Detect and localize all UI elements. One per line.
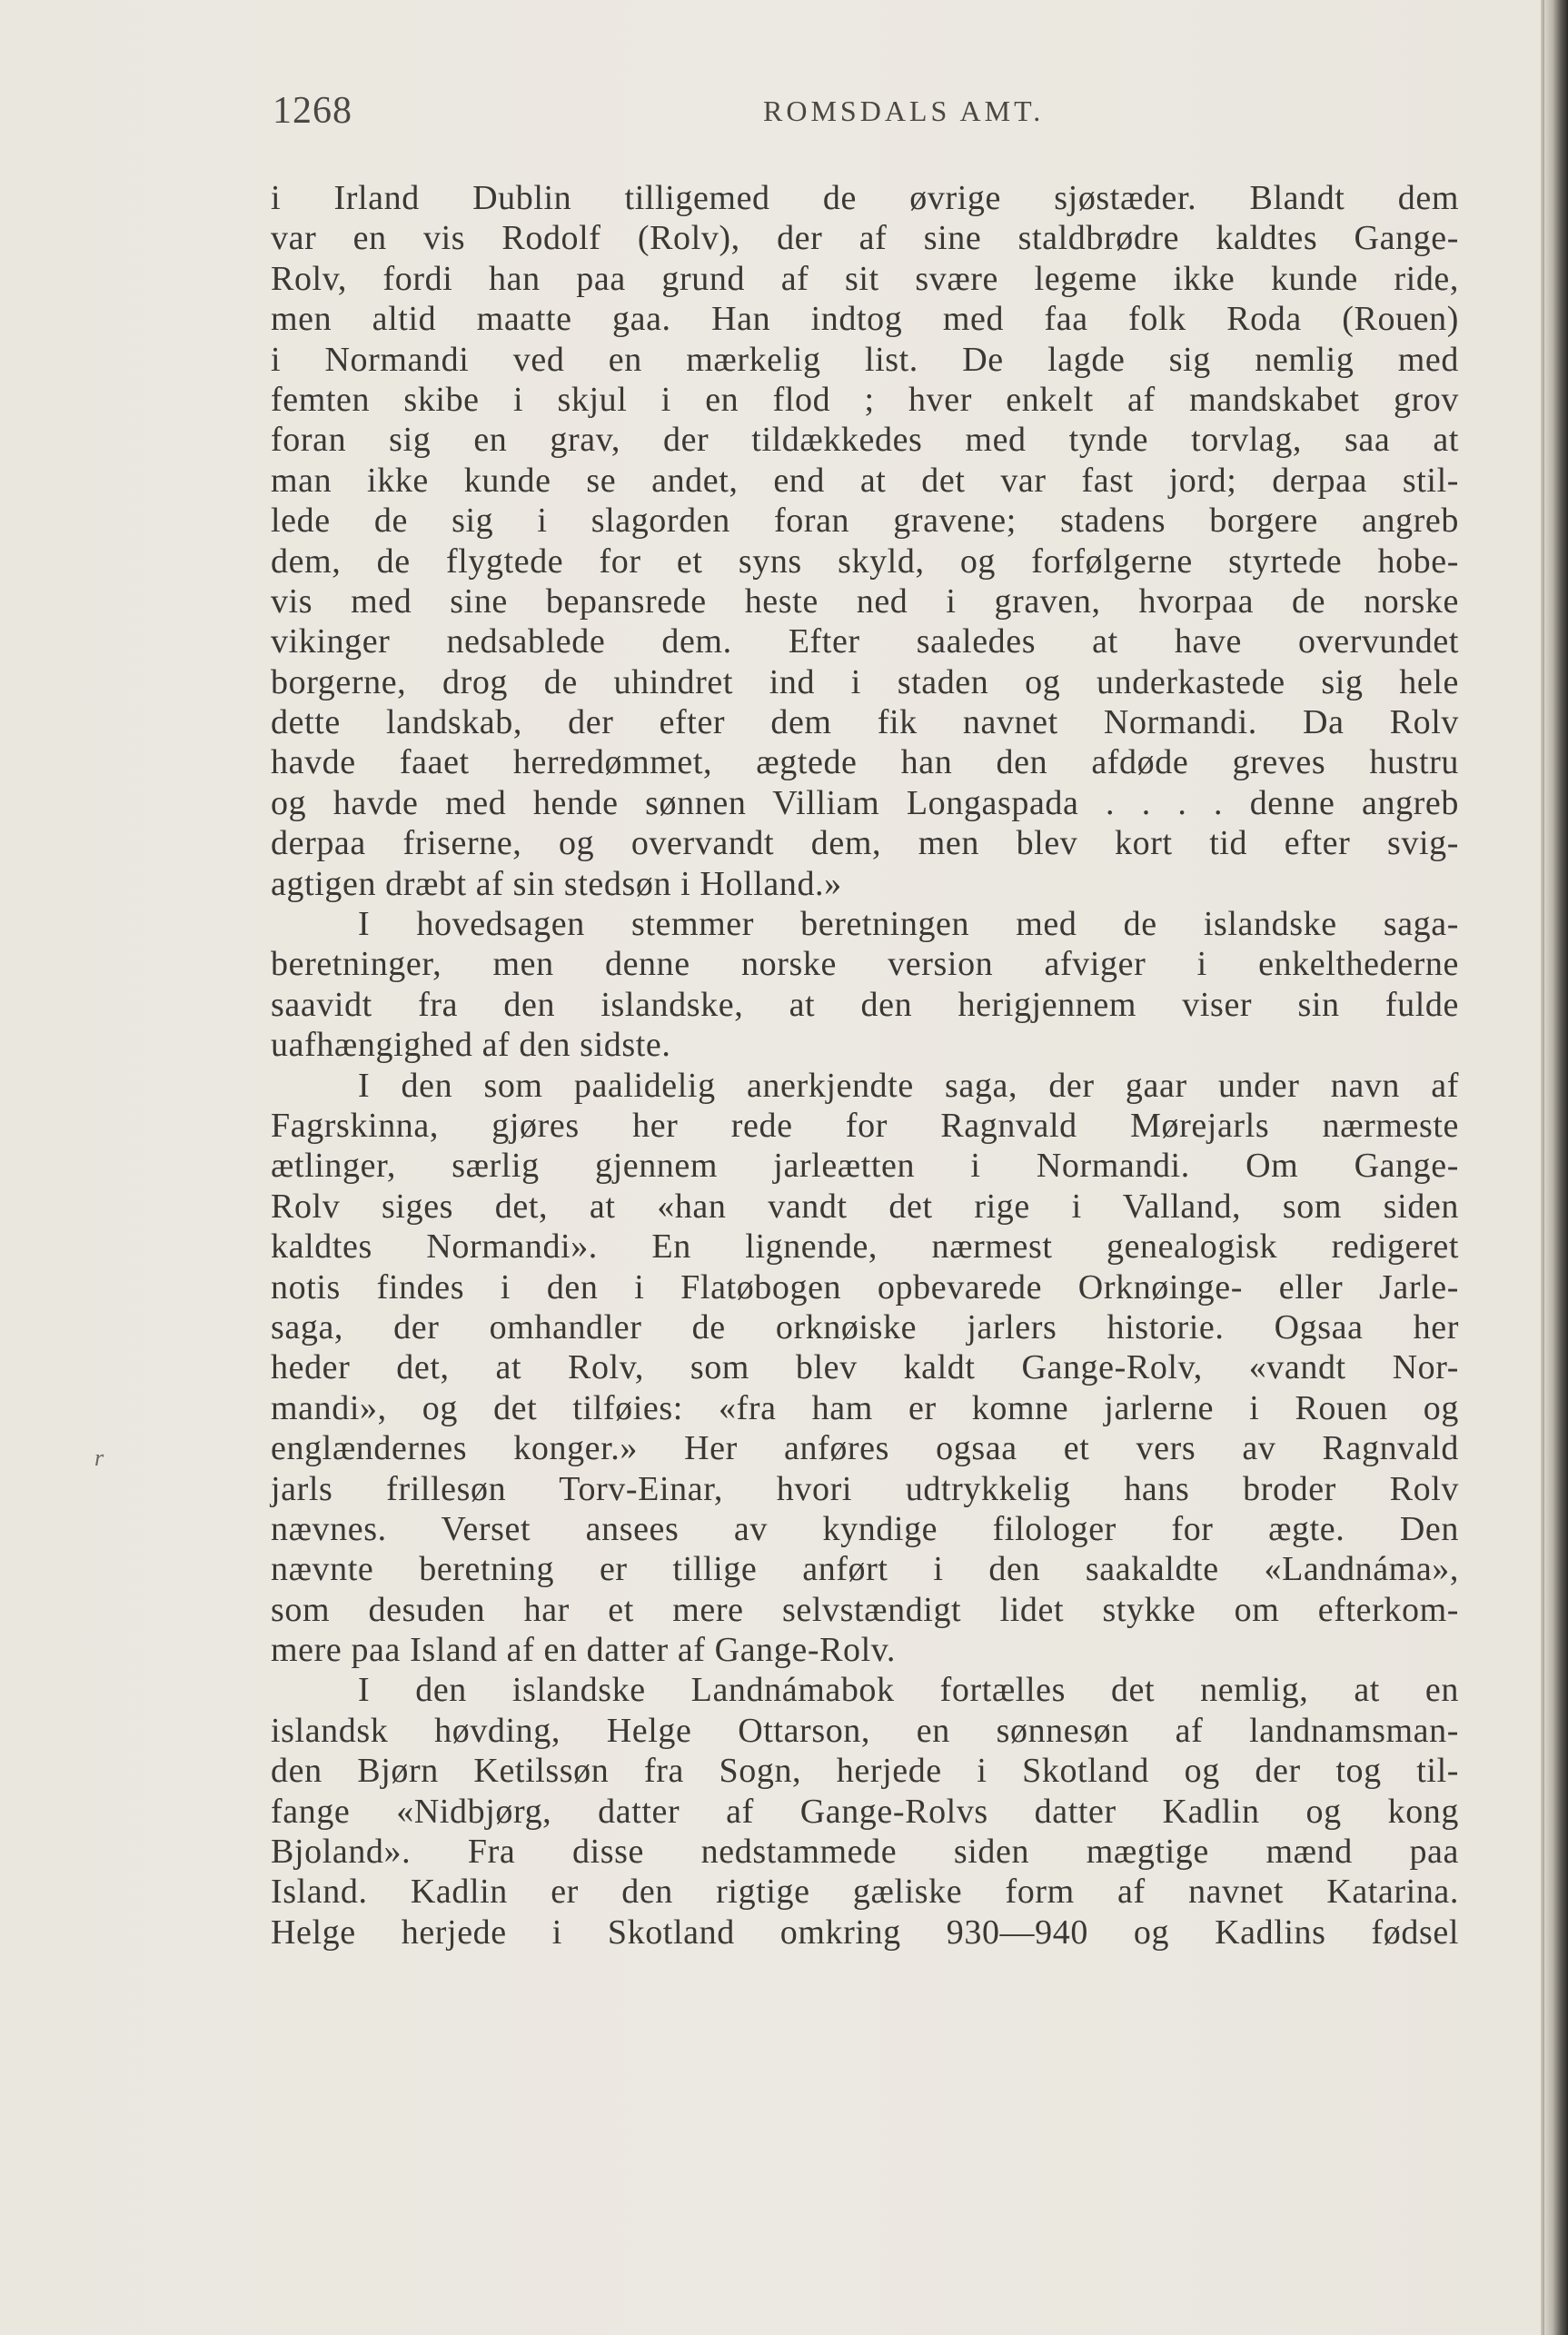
text-line: lede de sig i slagorden foran gravene; stadens borgere angreb — [271, 502, 1459, 541]
text-line: saavidt fra den islandske, at den herigjennem viser sin fulde — [271, 985, 1459, 1024]
text-line: Helge herjede i Skotland omkring 930—940 og Kadlins fødsel — [271, 1913, 1459, 1952]
text-line: Fagrskinna, gjøres her rede for Ragnvald Mørejarls nærmeste — [271, 1106, 1459, 1145]
text-line: femten skibe i skjul i en flod ; hver enkelt af mandskabet grov — [271, 380, 1459, 419]
text-line: ætlinger, særlig gjennem jarleætten i Normandi. Om Gange- — [271, 1147, 1459, 1186]
text-line: som desuden har et mere selvstændigt lidet stykke om efterkom- — [271, 1590, 1459, 1629]
text-line: heder det, at Rolv, som blev kaldt Gange-Rolv, «vandt Nor- — [271, 1348, 1459, 1387]
text-line: englændernes konger.» Her anføres ogsaa et vers av Ragnvald — [271, 1429, 1459, 1468]
text-line: foran sig en grav, der tildækkedes med tynde torvlag, saa at — [271, 421, 1459, 460]
text-line: Bjoland». Fra disse nedstammede siden mægtige mænd paa — [271, 1833, 1459, 1872]
text-line: derpaa friserne, og overvandt dem, men blev kort tid efter svig- — [271, 824, 1459, 863]
text-line: beretninger, men denne norske version afviger i enkelthederne — [271, 945, 1459, 984]
text-line: i Irland Dublin tilligemed de øvrige sjøstæder. Blandt dem — [271, 179, 1459, 217]
page-number: 1268 — [273, 90, 352, 132]
text-line: I den som paalidelig anerkjendte saga, der gaar under navn af — [358, 1066, 1459, 1105]
text-line: Rolv siges det, at «han vandt det rige i Valland, som siden — [271, 1187, 1459, 1226]
text-line: fange «Nidbjørg, datter af Gange-Rolvs datter Kadlin og kong — [271, 1792, 1459, 1831]
text-line: man ikke kunde se andet, end at det var fast jord; derpaa stil- — [271, 461, 1459, 500]
body-text — [271, 178, 1459, 1952]
text-line: I hovedsagen stemmer beretningen med de islandske saga- — [358, 905, 1459, 944]
text-line: havde faaet herredømmet, ægtede han den afdøde greves hustru — [271, 743, 1459, 782]
text-line: dette landskab, der efter dem fik navnet Normandi. Da Rolv — [271, 703, 1459, 742]
text-line: den Bjørn Ketilssøn fra Sogn, herjede i Skotland og der tog til- — [271, 1752, 1459, 1791]
text-line: notis findes i den i Flatøbogen opbevarede Orknøinge- eller Jarle- — [271, 1267, 1459, 1307]
text-line: vikinger nedsablede dem. Efter saaledes at have overvundet — [271, 622, 1459, 661]
text-line: borgerne, drog de uhindret ind i staden og underkastede sig hele — [271, 662, 1459, 701]
page-header — [273, 89, 1454, 134]
margin-mark: r — [94, 1445, 104, 1471]
text-line: I den islandske Landnámabok fortælles det nemlig, at en — [358, 1671, 1459, 1710]
text-line: uafhængighed af den sidste. — [271, 1026, 671, 1065]
text-line: nævnes. Verset ansees av kyndige filologer for ægte. Den — [271, 1509, 1459, 1548]
text-line: Island. Kadlin er den rigtige gæliske form af navnet Katarina. — [271, 1873, 1459, 1912]
text-line: mandi», og det tilføies: «fra ham er komne jarlerne i Rouen og — [271, 1388, 1459, 1427]
text-line: nævnte beretning er tillige anført i den saakaldte «Landnáma», — [271, 1550, 1459, 1589]
text-line: kaldtes Normandi». En lignende, nærmest genealogisk redigeret — [271, 1227, 1459, 1267]
text-line: og havde med hende sønnen Villiam Longaspada . . . . denne angreb — [271, 783, 1459, 822]
text-line: var en vis Rodolf (Rolv), der af sine staldbrødre kaldtes Gange- — [271, 219, 1459, 258]
text-line: jarls frillesøn Torv-Einar, hvori udtrykkelig hans broder Rolv — [271, 1469, 1459, 1508]
text-line: Rolv, fordi han paa grund af sit svære legeme ikke kunde ride, — [271, 259, 1459, 298]
text-line: i Normandi ved en mærkelig list. De lagde sig nemlig med — [271, 340, 1459, 379]
text-line: saga, der omhandler de orknøiske jarlers historie. Ogsaa her — [271, 1307, 1459, 1346]
text-line: agtigen dræbt af sin stedsøn i Holland.» — [271, 864, 842, 903]
running-title: ROMSDALS AMT. — [763, 94, 1045, 127]
text-line: men altid maatte gaa. Han indtog med faa folk Roda (Rouen) — [271, 300, 1459, 339]
text-line: islandsk høvding, Helge Ottarson, en sønnesøn af landnamsman- — [271, 1711, 1459, 1750]
text-line: mere paa Island af en datter af Gange-Rolv. — [271, 1631, 897, 1670]
text-line: vis med sine bepansrede heste ned i graven, hvorpaa de norske — [271, 581, 1459, 621]
text-line: dem, de flygtede for et syns skyld, og forfølgerne styrtede hobe- — [271, 542, 1459, 581]
book-spine-shadow — [1544, 0, 1568, 2335]
